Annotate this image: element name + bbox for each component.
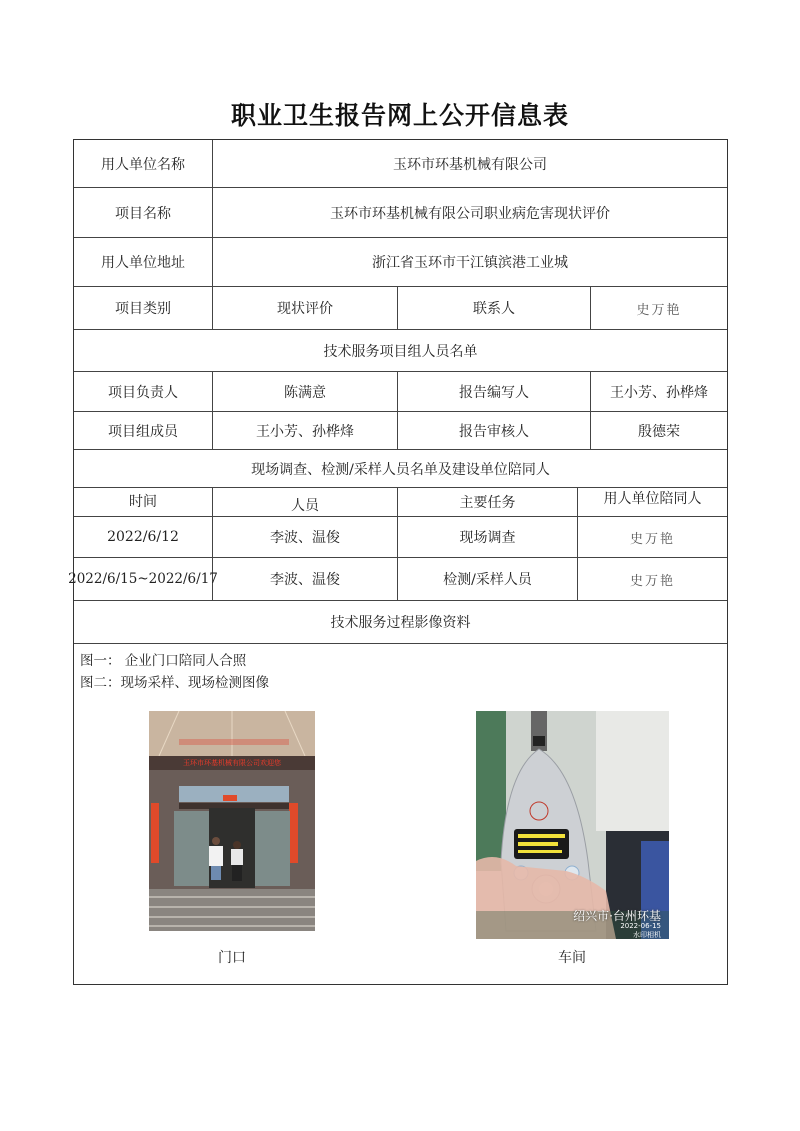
note-figure-2: 图二：现场采样、现场检测图像 [80, 675, 269, 691]
images-section-title: 技术服务过程影像资料 [330, 615, 471, 631]
contact-label: 联系人 [398, 287, 591, 329]
project-name-value: 玉环市环基机械有限公司职业病危害现状评价 [330, 205, 610, 222]
info-table [68, 139, 728, 985]
watermark-app: 水印相机 [633, 931, 661, 939]
watermark-date: 2022-06-15 [620, 922, 661, 930]
employer-name-label: 用人单位名称 [74, 140, 213, 187]
row-team-title [74, 330, 727, 372]
entrance-led-sign: 玉环市环基机械有限公司欢迎您 [183, 759, 281, 767]
project-type-value: 现状评价 [213, 287, 398, 329]
members-value: 王小芳、孙桦烽 [213, 412, 398, 449]
photo-workshop [476, 711, 669, 939]
employer-address-value: 浙江省玉环市干江镇滨港工业城 [372, 255, 568, 271]
field-row-time: 2022/6/12 [74, 517, 213, 557]
employer-address-label: 用人单位地址 [74, 238, 213, 286]
field-row-time: 2022/6/15~2022/6/17 [74, 558, 213, 600]
field-table-row [74, 517, 727, 558]
field-row-staff: 李波、温俊 [213, 558, 398, 600]
row-images-title [74, 601, 727, 644]
row-field-headers [74, 488, 727, 517]
leader-value: 陈满意 [213, 372, 398, 411]
field-row-staff: 李波、温俊 [213, 517, 398, 557]
watermark-location: 绍兴市·台州环基 [573, 909, 661, 923]
field-row-task: 检测/采样人员 [398, 558, 578, 600]
field-row-companion: 史万艳 [629, 531, 675, 547]
row-members [74, 412, 727, 450]
field-row-companion: 史万艳 [629, 573, 675, 589]
row-project-type [74, 287, 727, 330]
image-notes [80, 650, 269, 694]
row-leader [74, 372, 727, 412]
photo-entrance [149, 711, 315, 931]
row-employer-name [74, 140, 727, 188]
note-figure-1: 图一： 企业门口陪同人合照 [80, 653, 247, 669]
team-section-title: 技术服务项目组人员名单 [323, 343, 478, 360]
header-companion: 用人单位陪同人 [603, 491, 702, 507]
row-project-name [74, 188, 727, 238]
employer-name-value: 玉环市环基机械有限公司 [393, 156, 547, 173]
reviewer-value: 殷德荣 [638, 423, 680, 440]
contact-value: 史万艳 [636, 302, 682, 318]
leader-label: 项目负责人 [74, 372, 213, 411]
row-field-title [74, 450, 727, 488]
writer-label: 报告编写人 [398, 372, 591, 411]
field-section-title: 现场调查、检测/采样人员名单及建设单位陪同人 [251, 461, 550, 478]
field-table-row [68, 558, 727, 601]
project-name-label: 项目名称 [74, 188, 213, 237]
header-task: 主要任务 [398, 488, 578, 516]
field-row-task: 现场调查 [398, 517, 578, 557]
photo-entrance-caption: 门口 [218, 950, 246, 966]
reviewer-label: 报告审核人 [398, 412, 591, 449]
header-time: 时间 [74, 488, 213, 516]
images-area [74, 644, 727, 984]
writer-value: 王小芳、孙桦烽 [610, 384, 708, 401]
members-label: 项目组成员 [74, 412, 213, 449]
project-type-label: 项目类别 [74, 287, 213, 329]
row-employer-address [74, 238, 727, 287]
header-staff: 人员 [213, 488, 398, 516]
document-title: 职业卫生报告网上公开信息表 [230, 101, 569, 130]
photo-workshop-caption: 车间 [558, 950, 586, 966]
